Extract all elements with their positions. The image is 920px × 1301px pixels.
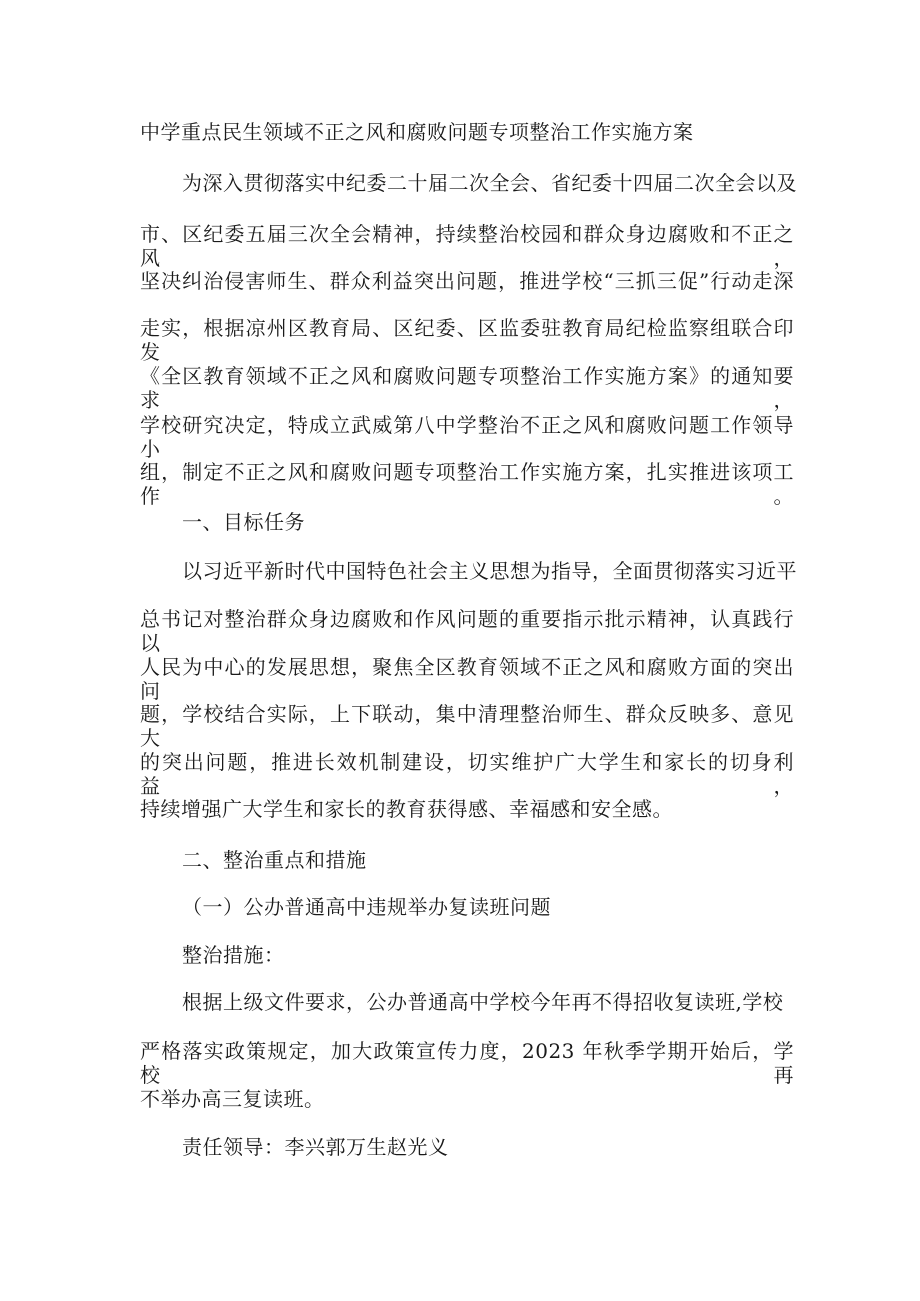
subsection-1-heading: （一）公办普通高中违规举办复读班问题 [182,895,551,919]
section-1-heading: 一、目标任务 [182,510,305,534]
measures-line-3: 不举办高三复读班。 [140,1087,325,1111]
document-title: 中学重点民生领域不正之风和腐败问题专项整治工作实施方案 [140,120,694,144]
section-1-line-5: 的突出问题，推进长效机制建设，切实维护广大学生和家长的切身利益， [140,750,794,798]
intro-line-7: 组，制定不正之风和腐败问题专项整治工作实施方案，扎实推进该项工作。 [140,460,794,508]
section-1-line-6: 持续增强广大学生和家长的教育获得感、幸福感和安全感。 [140,797,673,821]
intro-line-6: 学校研究决定，特成立武威第八中学整治不正之风和腐败问题工作领导小 [140,413,794,461]
section-1-line-2: 总书记对整治群众身边腐败和作风问题的重要指示批示精神，认真践行以 [140,607,794,655]
intro-line-1: 为深入贯彻落实中纪委二十届二次全会、省纪委十四届二次全会以及 [182,171,797,195]
intro-line-2: 市、区纪委五届三次全会精神，持续整治校园和群众身边腐败和不正之风， [140,222,794,270]
section-1-line-1: 以习近平新时代中国特色社会主义思想为指导，全面贯彻落实习近平 [182,559,797,583]
section-2-heading: 二、整治重点和措施 [182,848,367,872]
intro-line-4: 走实，根据凉州区教育局、区纪委、区监委驻教育局纪检监察组联合印发 [140,316,794,364]
responsible-leaders: 责任领导：李兴郭万生赵光义 [182,1135,449,1159]
section-1-line-4: 题，学校结合实际，上下联动，集中清理整治师生、群众反映多、意见大 [140,702,794,750]
measures-line-2: 严格落实政策规定，加大政策宣传力度，2023 年秋季学期开始后，学校再 [140,1039,794,1087]
measures-line-1: 根据上级文件要求，公办普通高中学校今年再不得招收复读班,学校 [182,990,784,1014]
intro-line-3: 坚决纠治侵害师生、群众利益突出问题，推进学校“三抓三促”行动走深 [140,269,794,293]
section-1-line-3: 人民为中心的发展思想，聚焦全区教育领域不正之风和腐败方面的突出问 [140,655,794,703]
intro-line-5: 《全区教育领域不正之风和腐败问题专项整治工作实施方案》的通知要求， [140,364,794,412]
measures-label: 整治措施： [182,943,285,967]
